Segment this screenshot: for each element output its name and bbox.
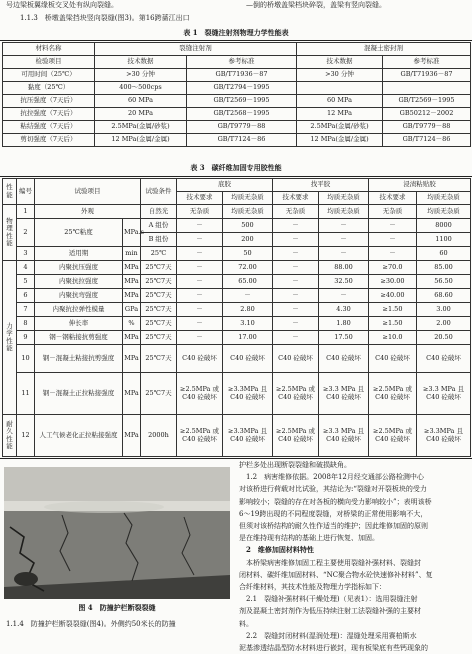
table3-row	[3, 289, 471, 303]
table3-cell: －	[177, 275, 223, 289]
text-line: 剂及混凝土密封剂作为低压持续注射工法裂缝补强的主要材	[239, 607, 421, 616]
table1-header-tech1: 技术数据	[95, 56, 187, 69]
section-1-1-4: 1.1.4 防撞护栏断裂裂缝(图4)。外侧约50米长的防撞	[6, 620, 176, 628]
table1-cell: 60 MPa	[95, 95, 187, 108]
table3-cell: －	[273, 289, 319, 303]
table3-header-group3: 浸渍粘贴胶	[369, 179, 471, 192]
table3-cell: －	[223, 289, 273, 303]
table3-row	[3, 331, 471, 345]
table3-cell: 10	[17, 345, 35, 373]
table3-cell: 17.50	[319, 331, 369, 345]
table3-cell: 32.50	[319, 275, 369, 289]
table3-cell: ≥70.0	[369, 261, 417, 275]
table3-cell: －	[319, 247, 369, 261]
table3-cell: －	[273, 233, 319, 247]
table1-row	[3, 134, 471, 147]
table3-row	[3, 247, 471, 261]
table1-cell: 12 MPa(金属/金属)	[95, 134, 187, 147]
table3-cell: 25℃7天	[141, 317, 177, 331]
table3-cell: －	[177, 289, 223, 303]
table3-header-tech: 技术要求	[177, 192, 223, 205]
table3-cell: －	[177, 303, 223, 317]
table3-cell: 2	[17, 219, 35, 247]
table3-cell: MPa	[123, 345, 141, 373]
table3-cell: 2000h	[141, 415, 177, 457]
table1-cell: 60 MPa	[297, 95, 383, 108]
table3-cell: 6	[17, 289, 35, 303]
table3-cell: －	[273, 331, 319, 345]
table1-caption: 表 1 裂缝注射剂物理力学性能表	[183, 28, 289, 37]
table3-cell: 钢－混凝土粘接抗剪强度	[35, 345, 123, 373]
table1-cell: 可用时间（25℃）	[3, 69, 95, 82]
table3-cell: 2.00	[417, 317, 471, 331]
table3-cell: 7	[17, 303, 35, 317]
table3-cell: 8	[17, 317, 35, 331]
table3-cell: MPa	[123, 331, 141, 345]
table3-category-physical: 物理性能	[3, 205, 17, 261]
table3-header-tech: 技术要求	[369, 192, 417, 205]
table1-row	[3, 69, 471, 82]
table3-header-tech: 技术要求	[273, 192, 319, 205]
table3-cell: －	[273, 303, 319, 317]
table3-row	[3, 275, 471, 289]
table3-cell: ≥2.5MPa 或 C40 砼破坏	[177, 373, 223, 415]
table3-cell: 4	[17, 261, 35, 275]
table1-cell: 400～500cps	[95, 82, 187, 95]
table1-cell: >30 分钟	[297, 69, 383, 82]
table3-header-val: 均质无杂质	[223, 192, 273, 205]
table1-cell: 抗拉强度（7天后）	[3, 108, 95, 121]
table3-header-group2: 找平胶	[273, 179, 369, 192]
text-line: 闭材料、碳纤维加固材料、“NC聚合物水砼快速修补材料”、复	[239, 570, 433, 579]
table3-category-mechanical: 力学性能	[3, 261, 17, 415]
table3-row	[3, 373, 471, 415]
table3-cell: MPa	[123, 373, 141, 415]
figure-caption: 图 4 防撞护栏断裂裂缝	[78, 603, 156, 612]
table3-cell: %	[123, 317, 141, 331]
table3-cell: 65.00	[223, 275, 273, 289]
table3-cell: 4.30	[319, 303, 369, 317]
table1-header-ref1: 参考标准	[187, 56, 297, 69]
table3-cell: －	[273, 275, 319, 289]
table3-cell: 25℃	[141, 247, 177, 261]
table1-cell	[297, 82, 383, 95]
table3-cell: C40 砼破坏	[369, 345, 417, 373]
section-1-1-3: 1.1.3 桥墩盖梁挡块竖向裂缝(图3)。第16跨蔷江出口	[20, 14, 190, 22]
table3-header-item: 试验项目	[35, 179, 141, 205]
table3-row	[3, 261, 471, 275]
table3-cell: 8000	[417, 219, 471, 233]
table3-cell: 外观	[35, 205, 141, 219]
table3-cell: ≥2.5MPa 或 C40 砼破坏	[273, 373, 319, 415]
table3-cell: 内聚抗拉弹性模量	[35, 303, 123, 317]
table1-cell: GB/T71936－87	[187, 69, 297, 82]
text-line: 但须对该桥结构的耐久性作适当的维护；因此维修加固的原则	[239, 522, 428, 531]
table3-cell: 60	[417, 247, 471, 261]
table1-cell: GB/T9779－88	[187, 121, 297, 134]
text-line: 1.2 病害维修依据。2008年12月经交通部公路检测中心	[239, 473, 424, 482]
table3-cell: 自然光	[141, 205, 177, 219]
table3-cell: 均质无杂质	[223, 205, 273, 219]
table1	[2, 42, 471, 147]
table3-cell: 2.80	[223, 303, 273, 317]
table3-cell: ≥3.3MPa 且 C40 砼破坏	[223, 373, 273, 415]
table3-cell: 200	[223, 233, 273, 247]
table3-row	[3, 317, 471, 331]
table3-cell: －	[177, 233, 223, 247]
text-line: 6～19跨出现的不同程度裂缝，对桥梁的正常使用影响不大，	[239, 509, 428, 518]
table1-cell: >30 分钟	[95, 69, 187, 82]
table3-header-prop: 性能	[3, 179, 17, 205]
table3-cell: 均质无杂质	[319, 205, 369, 219]
table3-cell: 25℃7天	[141, 289, 177, 303]
table3-cell: －	[177, 247, 223, 261]
table3-cell: 12	[17, 415, 35, 457]
table3-cell: 5	[17, 275, 35, 289]
table3-cell: ≥3.3 MPa 且 C40 砼破坏	[319, 373, 369, 415]
table1-cell: GB/T2569－1995	[383, 95, 471, 108]
table3-header-cond: 试验条件	[141, 179, 177, 205]
table1-cell: GB/T2568－1995	[187, 108, 297, 121]
table3-cell: MPa	[123, 415, 141, 457]
table3-row	[3, 219, 471, 233]
table1-cell: 20 MPa	[95, 108, 187, 121]
table1-cell: 2.5MPa(金属/砂浆)	[297, 121, 383, 134]
text-line: 本桥梁病害维修加固工程主要使用裂缝补强材料、裂缝封	[239, 558, 421, 567]
text-line: 2.2 裂缝封闭材料(湿润处理)：湿缝处理采用赛柏斯水	[239, 631, 417, 640]
table3-cell: 钢－钢粘接抗剪强度	[35, 331, 123, 345]
table1-header-item: 检验项目	[3, 56, 95, 69]
guardrail-crack-photo	[4, 467, 230, 599]
table3-header-group1: 底胶	[177, 179, 273, 192]
table1-cell	[383, 82, 471, 95]
table3-cell: 25℃7天	[141, 331, 177, 345]
table1-cell: 粘结强度（7天后）	[3, 121, 95, 134]
table3-cell: －	[273, 317, 319, 331]
table1-header-material: 材料名称	[3, 43, 95, 56]
table3-cell: －	[319, 219, 369, 233]
table3-row	[3, 415, 471, 457]
table3-category-durability: 耐久性能	[3, 415, 17, 457]
table3-cell: 9	[17, 331, 35, 345]
top-text-right: —倒的桥墩盖梁档块碎裂，盖梁有竖向裂缝。	[246, 1, 386, 9]
table3-cell: C40 砼破坏	[223, 345, 273, 373]
table1-header-ref2: 参考标准	[383, 56, 471, 69]
table3-cell: 20.50	[417, 331, 471, 345]
table3-header-no: 编号	[17, 179, 35, 205]
table3-cell: －	[177, 317, 223, 331]
table3-cell: －	[369, 247, 417, 261]
table3-cell: 无杂质	[369, 205, 417, 219]
table3-cell: 25℃7天	[141, 345, 177, 373]
table3-cell: 50	[223, 247, 273, 261]
table3-cell: ≥2.5MPa 或 C40 砼破坏	[177, 415, 223, 457]
text-line: 影响较小；裂缝的存在对各板的横向受力影响较小”；表明该桥	[239, 497, 432, 506]
table1-row	[3, 121, 471, 134]
text-line: 合纤维材料，其技术性能及物理力学指标如下：	[239, 583, 386, 592]
text-line: 是在维持现有结构的基础上进行恢复、加固。	[239, 534, 379, 543]
table1-cell: GB/T2569－1995	[187, 95, 297, 108]
table3-cell: MPa.s	[123, 219, 141, 247]
table3-cell: 11	[17, 373, 35, 415]
table1-cell: 2.5MPa(金属/砂浆)	[95, 121, 187, 134]
table1-top-rule	[0, 40, 472, 41]
table3-cell: 25℃7天	[141, 261, 177, 275]
section-heading-2: 2 维修加固材料特性	[239, 545, 314, 555]
table3-row	[3, 205, 471, 219]
text-line: 对该桥进行荷载对比试验，其结论为:“裂缝对开裂板块的受力	[239, 485, 427, 494]
table3-row	[3, 303, 471, 317]
table3-cell: 适用期	[35, 247, 123, 261]
table3-cell: GPa	[123, 303, 141, 317]
table1-cell: GB/T9779－88	[383, 121, 471, 134]
table3-cell: 伸长率	[35, 317, 123, 331]
table3-cell: －	[177, 219, 223, 233]
table3-cell: MPa	[123, 289, 141, 303]
top-text-left: 号边梁板翼缘板交叉处有纵向裂缝。	[6, 1, 118, 9]
table3-cell: 56.50	[417, 275, 471, 289]
table3-cell: ≥3.3MPa 且 C40 砼破坏	[223, 415, 273, 457]
right-column-text	[239, 459, 469, 654]
table3-cell: －	[273, 219, 319, 233]
table3-cell: 3.00	[417, 303, 471, 317]
table3-cell: 内聚抗弯强度	[35, 289, 123, 303]
table3-header-val: 均质无杂质	[417, 192, 471, 205]
table3-cell: C40 砼破坏	[273, 345, 319, 373]
table1-cell: 黏度（25℃）	[3, 82, 95, 95]
table3-cell: 钢－混凝土正拉粘接强度	[35, 373, 123, 415]
text-line: 2.1 裂缝补强材料(干燥处理)（见表1）：选用裂缝注射	[239, 595, 418, 604]
table3-cell: min	[123, 247, 141, 261]
table1-row	[3, 108, 471, 121]
table3-cell: 均质无杂质	[417, 205, 471, 219]
table3-cell: C40 砼破坏	[417, 345, 471, 373]
table3-cell: 25℃7天	[141, 373, 177, 415]
table1-cell: 12 MPa	[297, 108, 383, 121]
table3-row	[3, 345, 471, 373]
table3-cell: 500	[223, 219, 273, 233]
table3-cell: 1100	[417, 233, 471, 247]
table1-cell: GB/T7124－86	[187, 134, 297, 147]
table3-cell: －	[273, 261, 319, 275]
table3-cell: 25℃粘度	[35, 219, 123, 247]
table3-cell: ≥2.5MPa 或 C40 砼破坏	[369, 373, 417, 415]
table3-cell: 85.00	[417, 261, 471, 275]
table3-cell: 17.00	[223, 331, 273, 345]
table1-cell: 12 MPa(金属/金属)	[297, 134, 383, 147]
table3-cell: －	[273, 247, 319, 261]
table3-cell: －	[177, 261, 223, 275]
table3-cell: ≥3.3 MPa 且 C40 砼破坏	[319, 415, 369, 457]
table3-cell: －	[319, 289, 369, 303]
table3-cell: －	[319, 233, 369, 247]
table3-cell: ≥40.00	[369, 289, 417, 303]
table3-cell: －	[369, 233, 417, 247]
table3-cell: 人工气候老化正拉粘接强度	[35, 415, 123, 457]
table1-cell: GB/T7124－86	[383, 134, 471, 147]
table3-cell: 3	[17, 247, 35, 261]
table3-cell: MPa	[123, 261, 141, 275]
table3-cell: 无杂质	[273, 205, 319, 219]
table3-cell: ≥1.50	[369, 317, 417, 331]
table3-caption: 表 3 碳纤维加固专用胶性能	[190, 163, 282, 172]
table1-header-group2: 混凝土密封剂	[297, 43, 471, 56]
table3-cell: ≥2.5MPa 或 C40 砼破坏	[273, 415, 319, 457]
table3-cell: 内聚抗拉强度	[35, 275, 123, 289]
table1-cell: GB50212－2002	[383, 108, 471, 121]
table3-cell: ≥3.3MPa 且 C40 砼破坏	[417, 415, 471, 457]
table3-cell: 内聚抗压强度	[35, 261, 123, 275]
table3-cell: 3.10	[223, 317, 273, 331]
table1-header-tech2: 技术数据	[297, 56, 383, 69]
table3-header-val: 均质无杂质	[319, 192, 369, 205]
table1-cell: GB/T71936－87	[383, 69, 471, 82]
table3-cell: 88.00	[319, 261, 369, 275]
table3-cell: ≥30.00	[369, 275, 417, 289]
text-line: 料。	[239, 619, 253, 628]
text-line: 泥基渗透结晶型防水材料进行嵌封，现有板梁底有些钙现象的	[239, 644, 428, 653]
table3-cell: A 组份	[141, 219, 177, 233]
table3-cell: 1	[17, 205, 35, 219]
guardrail-crack-drawing	[4, 467, 230, 599]
table3-cell: ≥3.3 MPa 且 C40 砼破坏	[417, 373, 471, 415]
table3-cell: 72.00	[223, 261, 273, 275]
table3-cell: B 组份	[141, 233, 177, 247]
table3-cell: ≥2.5MPa 或 C40 砼破坏	[369, 415, 417, 457]
table3-cell: 68.60	[417, 289, 471, 303]
table3-cell: 25℃7天	[141, 303, 177, 317]
table1-cell: GB/T2794－1995	[187, 82, 297, 95]
table3-cell: －	[369, 219, 417, 233]
table3-cell: ≥10.0	[369, 331, 417, 345]
table3-cell: 25℃7天	[141, 275, 177, 289]
table1-header-group1: 裂缝注射剂	[95, 43, 297, 56]
table3-cell: 1.80	[319, 317, 369, 331]
table1-row	[3, 82, 471, 95]
text-line: 护栏多处出现断裂裂缝和破损缺角。	[239, 461, 351, 469]
table1-cell: 剪切强度（7天后）	[3, 134, 95, 147]
table1-row	[3, 95, 471, 108]
table3-cell: C40 砼破坏	[177, 345, 223, 373]
table3	[2, 178, 471, 457]
table3-top-rule	[0, 176, 472, 177]
table3-cell: －	[177, 331, 223, 345]
table3-cell: 无杂质	[177, 205, 223, 219]
table3-cell: ≥1.50	[369, 303, 417, 317]
table1-cell: 抗压强度（7天后）	[3, 95, 95, 108]
table3-cell: MPa	[123, 275, 141, 289]
table3-cell: C40 砼破坏	[319, 345, 369, 373]
